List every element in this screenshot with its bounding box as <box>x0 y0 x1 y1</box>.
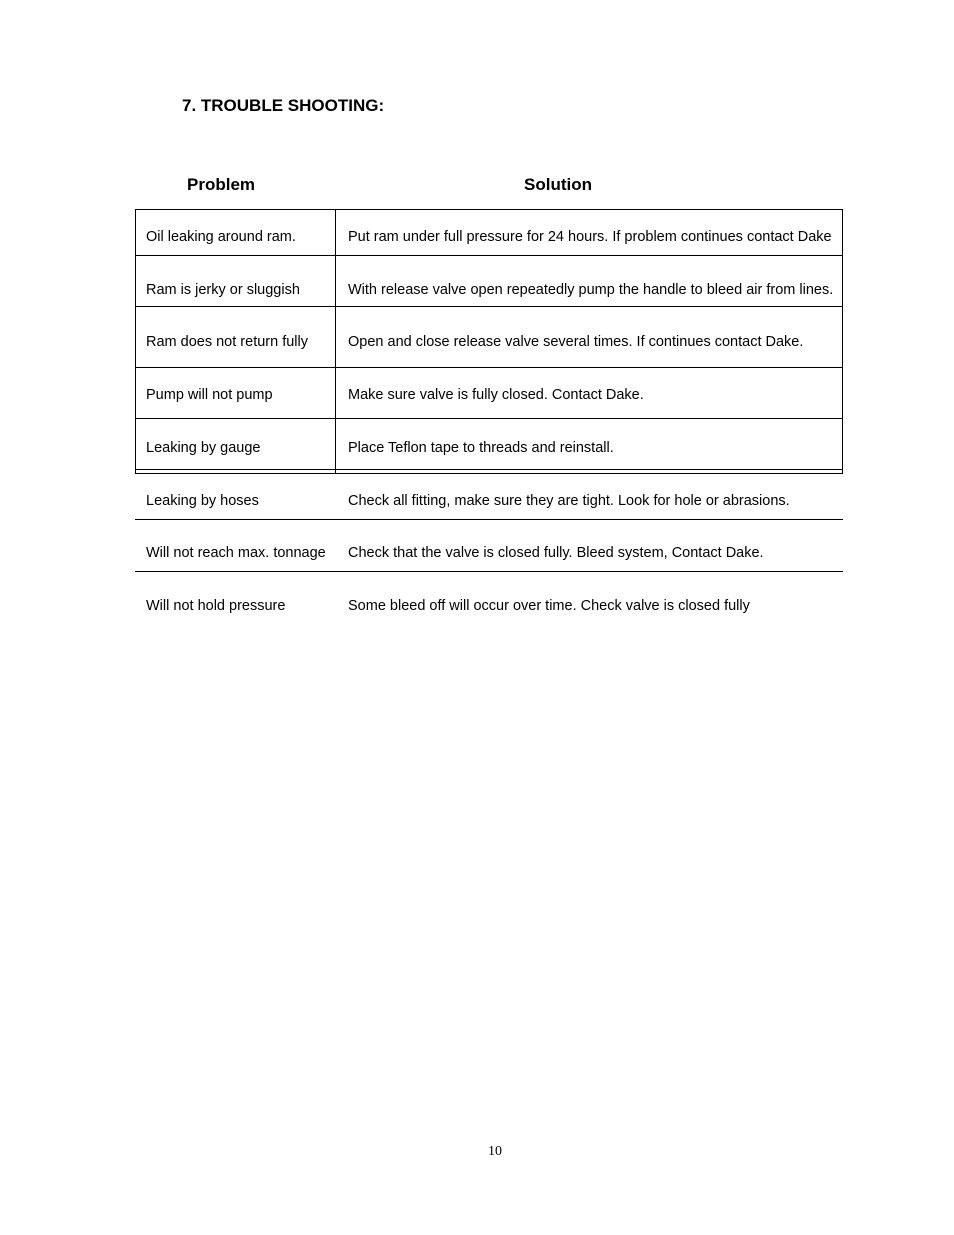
solution-cell: Check all fitting, make sure they are tight. Look for hole or abrasions. <box>348 493 790 509</box>
table-border-top <box>135 209 843 210</box>
problem-cell: Oil leaking around ram. <box>146 229 296 245</box>
row-divider <box>135 367 843 368</box>
row-divider <box>135 255 843 256</box>
table-border-right <box>842 209 843 473</box>
problem-column-header: Problem <box>187 175 256 194</box>
solution-cell: Put ram under full pressure for 24 hours. If problem continues contact Dake <box>348 229 832 245</box>
problem-cell: Leaking by hoses <box>146 493 259 509</box>
solution-cell: Some bleed off will occur over time. Check valve is closed fully <box>348 598 750 614</box>
row-divider <box>135 473 843 474</box>
row-divider <box>135 571 843 572</box>
problem-cell: Leaking by gauge <box>146 440 261 456</box>
solution-column-header: Solution <box>524 175 592 194</box>
problem-cell: Ram does not return fully <box>146 334 308 350</box>
solution-cell: With release valve open repeatedly pump the handle to bleed air from lines. <box>348 282 834 298</box>
solution-cell: Check that the valve is closed fully. Bleed system, Contact Dake. <box>348 545 764 561</box>
problem-cell: Will not hold pressure <box>146 598 286 614</box>
problem-cell: Ram is jerky or sluggish <box>146 282 300 298</box>
problem-cell: Will not reach max. tonnage <box>146 545 326 561</box>
row-divider <box>135 418 843 419</box>
solution-cell: Place Teflon tape to threads and reinstall. <box>348 440 614 456</box>
row-divider <box>135 469 843 470</box>
section-title: 7. TROUBLE SHOOTING: <box>182 96 385 115</box>
solution-cell: Make sure valve is fully closed. Contact Dake. <box>348 387 644 403</box>
page-number: 10 <box>488 1144 502 1159</box>
row-divider <box>135 519 843 520</box>
table-border-left <box>135 209 136 473</box>
problem-cell: Pump will not pump <box>146 387 273 403</box>
solution-cell: Open and close release valve several times. If continues contact Dake. <box>348 334 804 350</box>
row-divider <box>135 306 843 307</box>
column-divider <box>335 209 336 473</box>
